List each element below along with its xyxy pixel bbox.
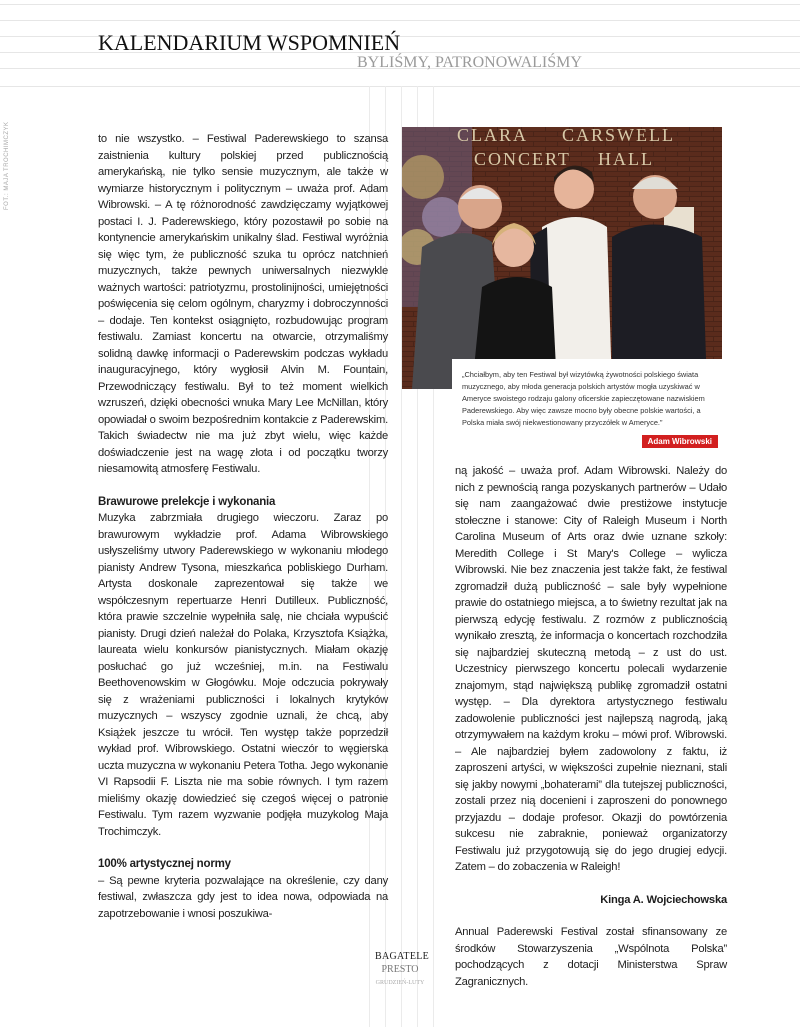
author-signature: Kinga A. Wojciechowska — [600, 893, 727, 906]
event-photo — [402, 127, 722, 389]
magazine-section: PRESTO — [381, 964, 419, 975]
section-title: KALENDARIUM WSPOMNIEŃ — [98, 30, 401, 55]
paragraph: to nie wszystko. – Festiwal Paderewskiego to szansa zaistnienia kultury polskiej przed publicznością amerykańską, nie tylko sensie muzycznym, ale także w wymiarze historycznym i politycznym – uważa prof. Adam Wibrowski. – A tę różnorodność zawdzięczamy wyjątkowej postaci I. J. Paderewskiego, który pozostawił po sobie na kontynencie amerykańskim unikalny ślad. Festiwal wyróżnia się więc tym, że publiczność szuka tu oprócz natchnień muzycznych, także pewnych uniwersalnych niezwykle ważnych wartości: patriotyzmu, prostolinijności, umiejętności poświęcenia się celom ogólnym, charyzmy i dobroczynności – dodaje. Ten kontekst osiągnięto, rozbudowując program festiwalu. Zamiast koncertu na otwarcie, otrzymaliśmy solidną dawkę informacji o Paderewskim podczas wykładu inauguracyjnego, który wygłosił Alvin M. Fountain, Przewodniczący festiwalu. Był to też moment wielkich wzruszeń, dzięki obecności wnuka Mary Lee McNillan, który opowiadał o swoim bezpośrednim kontakcie z Paderewskim. Takich świadectw nie ma już zbyt wielu, więc każde doświadczenie jest na wagę złota i od początku tworzy niesamowitą atmosferę Festiwalu. — [98, 133, 388, 475]
subheading: Brawurowe prelekcje i wykonania — [98, 495, 276, 508]
paragraph: – Są pewne kryteria pozwalające na określenie, czy dany festiwal, zwłaszcza gdy jest to idea nowa, odpowiada na zapotrzebowanie i wnosi poszukiwa- — [98, 874, 388, 920]
section-subtitle: BYLIŚMY, PATRONOWALIŚMY — [357, 54, 582, 71]
magazine-footer — [375, 951, 430, 987]
svg-text:CONCERT: CONCERT — [474, 149, 571, 169]
staff-line — [0, 4, 800, 5]
paragraph: ną jakość – uważa prof. Adam Wibrowski. Należy do nich z pewnością ranga pozyskanych partnerów – Udało się nam zaangażować dwie prestiżowe instytucje stołeczne i stanowe: City of Raleigh Museum i North Carolina Museum of Arts oraz dwie uznane szkoły: Meredith College i St Mary's College – wylicza Wibrowski. Nie bez znaczenia jest także fakt, że festiwal zgromadził dużą publiczność – sale były wypełnione prawie do ostatniego miejsca, a to świetny rezultat jak na pierwszą edycję festiwalu. Z rozmów z publicznością wynikało zresztą, że informacja o koncertach rozchodziła się najbardziej skuteczną metodą – z ust do ust. Uczestnicy pierwszego koncertu polecali wydarzenie znajomym, stąd największą publikę zgromadził ostatni występ. – Dla dyrektora artystycznego festiwalu zadowolenie publiczności jest najlepszą nagrodą, jaką otrzymywałem na każdym kroku – mówi prof. Wibrowski. – Ale najbardziej byłem zadowolony z faktu, iż zaproszeni artyści, w większości zupełnie nieznani, stali się jakby nowymi „bohaterami” dla tutejszej publiczności, zostali przez nią docenieni i zaproszeni do ponownego przyjazdu – dodaje profesor. Okazji do powtórzenia sukcesu nie zabraknie, ponieważ organizatorzy Festiwalu już przygotowują się do jego drugiej edycji. Zatem – do zobaczenia w Raleigh! — [455, 465, 727, 873]
magazine-name: BAGATELE — [375, 951, 430, 962]
svg-text:HALL: HALL — [598, 149, 654, 169]
photo-credit: FOT.: MAJA TROCHIMCZYK — [4, 121, 10, 210]
article-left-column — [98, 131, 388, 922]
paragraph: Muzyka zabrzmiała drugiego wieczoru. Zaraz po brawurowym wykładzie prof. Adama Wibrowskiego usłyszeliśmy utwory Paderewskiego w wykonaniu młodego pianisty Andrew Tysona, mieszkańca pobliskiego Durham. Artysta doskonale zaprezentował się także we współczesnym repertuarze Henri Dutilleux. Publiczność, która prawie szczelnie wypełniła salę, nie chciała wypuścić pianisty. Drugi dzień należał do Polaka, Krzysztofa Książka, laureata wielu konkursów pianistycznych. Miałam okazję posłuchać go już wcześniej, m.in. na Festiwalu Beethovenowskim w Głogówku. Moje odczucia pokrywały się z wrażeniami publiczności i lokalnych krytyków muzycznych – wszyscy zgodnie uznali, że chcą, aby Książek jeszcze tu wrócił. Ten występ także poprzedził wykład prof. Wibrowskiego. Ostatni wieczór to węgierska uczta muzyczna w wykonaniu Petera Totha. Jego wykonanie VI Rapsodii F. Liszta nie ma sobie równych. I tym razem mieliśmy okazję dowiedzieć się czegoś więcej o patronie Festiwalu. Tym razem wyzwanie podjęła muzykolog Maja Trochimczyk. — [98, 512, 388, 838]
photo-caption — [452, 359, 722, 449]
subheading: 100% artystycznej normy — [98, 858, 231, 870]
funding-note: Annual Paderewski Festival został sfinansowany ze środków Stowarzyszenia „Wspólnota Polska” pochodzących z dotacji Ministerstwa Spraw Zagranicznych. — [455, 926, 727, 988]
photo-illustration — [402, 127, 722, 389]
svg-text:CARSWELL: CARSWELL — [562, 127, 675, 145]
caption-author-badge: Adam Wibrowski — [642, 435, 718, 448]
magazine-issue: GRUDZIEŃ-LUTY — [375, 980, 425, 986]
svg-text:CLARA: CLARA — [457, 127, 529, 145]
staff-line — [0, 20, 800, 21]
caption-quote: „Chciałbym, aby ten Festiwal był wizytówką żywotności polskiego świata muzycznego, aby młoda generacja polskich artystów mogła uzyskiwać w Ameryce swoistego rodzaju galony oficerskie zapieczętowane nazwiskiem Paderewskiego. Aby więc zawsze mocno były obecne polskie wartości, a Polska miała swój niekwestionowany przyczółek w Ameryce.” — [462, 370, 705, 427]
staff-line — [0, 86, 800, 87]
article-right-column — [455, 463, 727, 990]
